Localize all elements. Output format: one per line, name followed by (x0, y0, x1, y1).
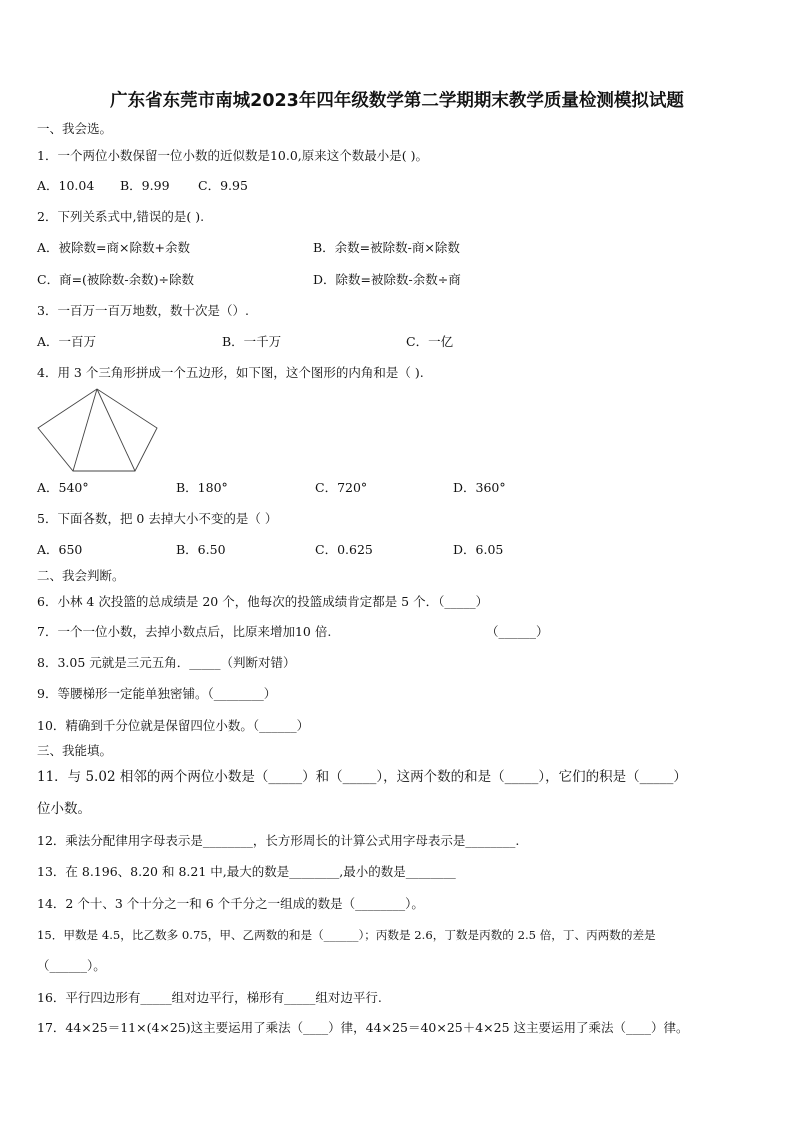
q4-option-d: D．360° (453, 480, 506, 495)
section-heading-judge: 二、我会判断。 (37, 568, 125, 583)
q5-option-a: A．650 (37, 542, 83, 557)
question-9: 9．等腰梯形一定能单独密铺。（________） (37, 686, 277, 701)
question-15: 15．甲数是 4.5，比乙数多 0.75，甲、乙两数的和是（______）；丙数是 2.6，丁数是丙数的 2.5 倍，丁、丙两数的差是 (37, 928, 656, 942)
q3-option-b: B．一千万 (222, 334, 282, 349)
pentagon-figure (37, 388, 159, 472)
q1-option-a: A．10.04 (37, 178, 95, 193)
question-15-cont: （______）。 (37, 958, 106, 973)
question-13: 13．在 8.196、8.20 和 8.21 中,最大的数是________,最小的数是________ (37, 864, 456, 879)
question-8: 8．3.05 元就是三元五角．_____（判断对错） (37, 655, 296, 670)
question-10: 10．精确到千分位就是保留四位小数。（______） (37, 718, 310, 733)
q5-option-c: C．0.625 (315, 542, 373, 557)
q1-option-b: B．9.99 (120, 178, 170, 193)
q4-option-a: A．540° (37, 480, 89, 495)
q5-option-d: D．6.05 (453, 542, 504, 557)
question-12: 12．乘法分配律用字母表示是________，长方形周长的计算公式用字母表示是________. (37, 833, 520, 848)
exam-title: 广东省东莞市南城2023年四年级数学第二学期期末教学质量检测模拟试题 (110, 91, 684, 111)
q4-option-b: B．180° (176, 480, 228, 495)
question-5: 5．下面各数，把 0 去掉大小不变的是（ ） (37, 511, 278, 526)
question-2: 2．下列关系式中,错误的是( ). (37, 209, 205, 224)
question-16: 16．平行四边形有_____组对边平行，梯形有_____组对边平行. (37, 990, 382, 1005)
question-11: 11．与 5.02 相邻的两个两位小数是（_____）和（_____），这两个数的和是（_____），它们的积是（_____） (37, 769, 687, 785)
q2-option-d: D．除数=被除数-余数÷商 (313, 272, 461, 287)
question-3: 3．一百万一百万地数，数十次是（）. (37, 303, 249, 318)
q2-option-c: C．商=(被除数-余数)÷除数 (37, 272, 194, 287)
q2-option-b: B．余数=被除数-商×除数 (313, 240, 460, 255)
question-7-blank: （______） (486, 624, 549, 639)
q4-option-c: C．720° (315, 480, 368, 495)
q3-option-a: A．一百万 (37, 334, 97, 349)
pentagon-outline (38, 389, 157, 471)
pentagon-diagonal-left (73, 389, 97, 471)
question-4: 4．用 3 个三角形拼成一个五边形，如下图，这个图形的内角和是（ ). (37, 365, 424, 380)
question-6: 6．小林 4 次投篮的总成绩是 20 个，他每次的投篮成绩肯定都是 5 个．（_____） (37, 594, 489, 609)
q3-option-c: C．一亿 (406, 334, 454, 349)
question-1: 1．一个两位小数保留一位小数的近似数是10.0,原来这个数最小是( )。 (37, 148, 428, 163)
q5-option-b: B．6.50 (176, 542, 226, 557)
q1-option-c: C．9.95 (198, 178, 248, 193)
question-17: 17．44×25＝11×(4×25)这主要运用了乘法（____）律，44×25＝40×25＋4×25 这主要运用了乘法（____）律。 (37, 1020, 689, 1035)
section-heading-fill: 三、我能填。 (37, 743, 113, 758)
section-heading-choice: 一、我会选。 (37, 121, 113, 136)
question-11-cont: 位小数。 (37, 801, 91, 817)
question-14: 14．2 个十、3 个十分之一和 6 个千分之一组成的数是（________）。 (37, 896, 424, 911)
q2-option-a: A．被除数=商×除数+余数 (37, 240, 190, 255)
question-7: 7．一个一位小数，去掉小数点后，比原来增加10 倍. (37, 624, 332, 639)
